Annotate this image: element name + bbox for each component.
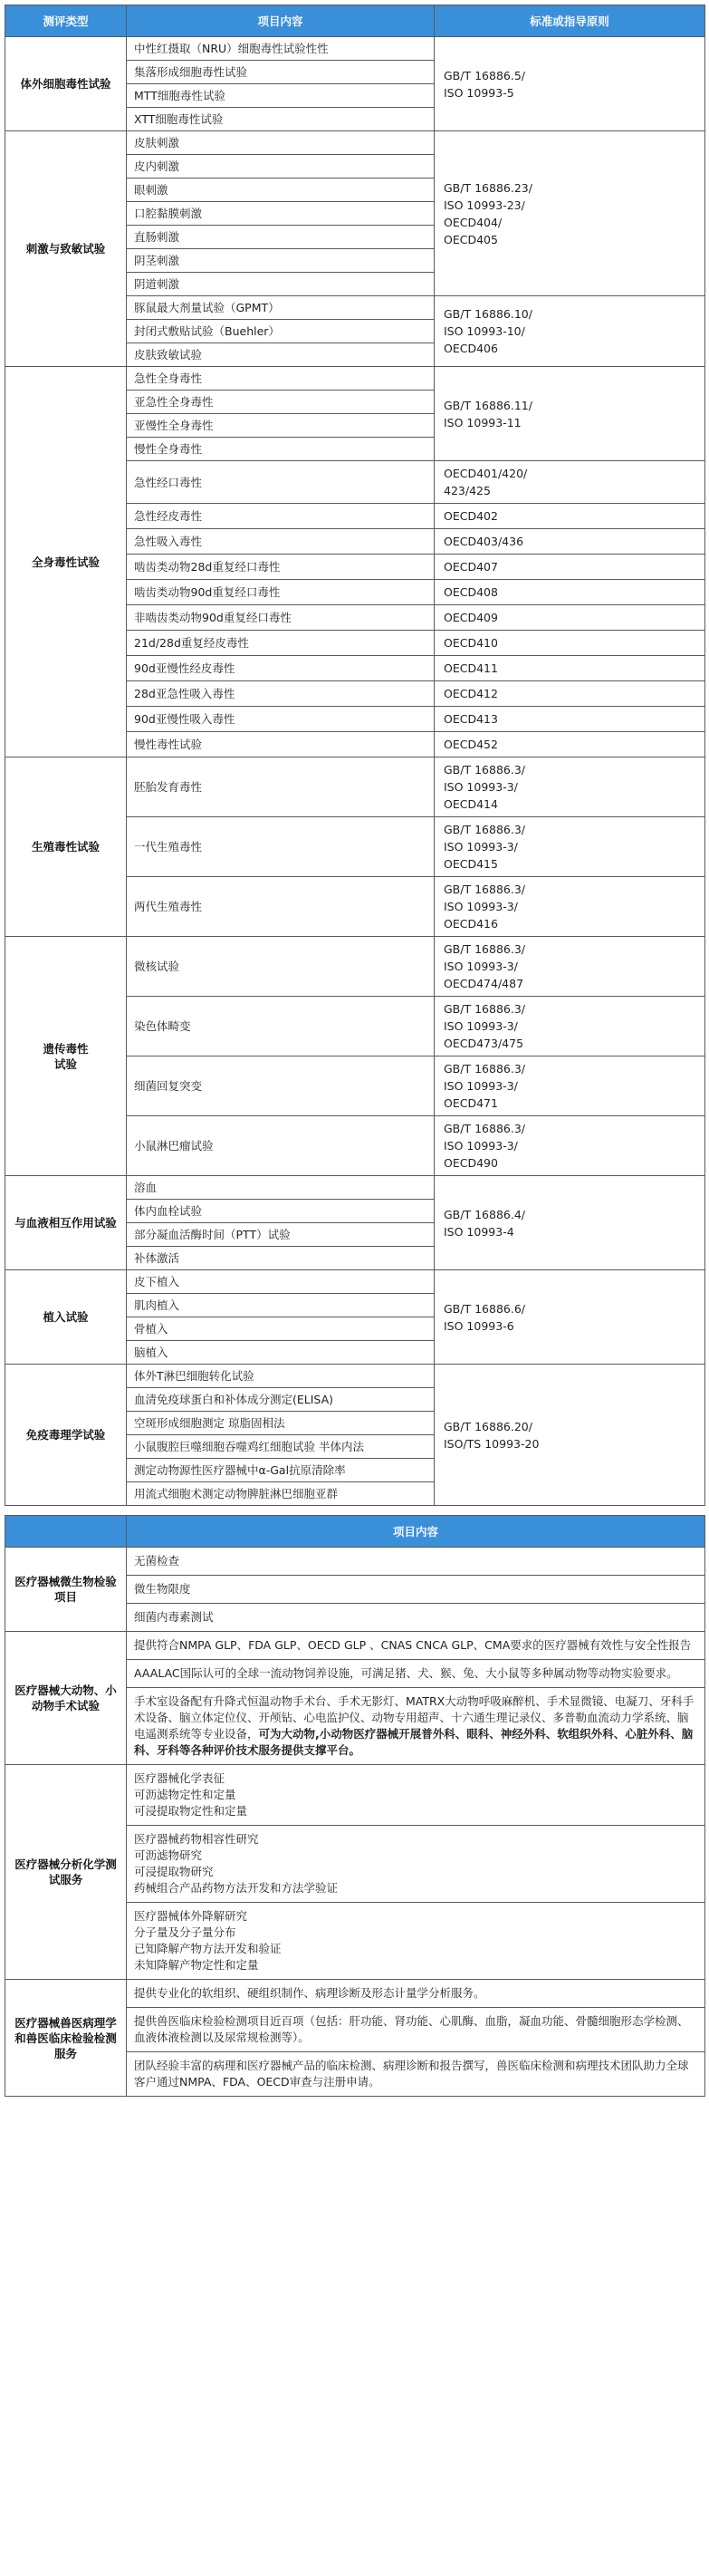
category-cell: 全身毒性试验	[5, 367, 127, 757]
item-cell: XTT细胞毒性试验	[127, 108, 435, 131]
item-cell: 体内血栓试验	[127, 1200, 435, 1223]
standard-cell	[435, 757, 705, 817]
item-cell: 体外T淋巴细胞转化试验	[127, 1365, 435, 1388]
table-row	[5, 1980, 705, 2008]
table-header-row	[5, 5, 705, 37]
standard-line: ISO 10993-5	[444, 85, 514, 100]
item-cell: 脑植入	[127, 1341, 435, 1365]
item-cell: 皮肤刺激	[127, 131, 435, 155]
standard-line: OECD413	[444, 712, 498, 726]
standard-line: GB/T 16886.3/	[444, 1062, 525, 1076]
item-cell	[127, 1765, 705, 1826]
standard-line: ISO 10993-3/	[444, 1079, 518, 1093]
standard-cell	[435, 681, 705, 707]
item-highlight: 可为大动物,小动物医疗器械开展普外科、眼科、神经外科、软组织外科、心脏外科、脑科、牙科等各种评价技术服务提供支撑平台。	[134, 1727, 694, 1757]
standard-line: ISO 10993-3/	[444, 900, 518, 913]
standard-cell	[435, 877, 705, 937]
standard-line: OECD411	[444, 661, 498, 675]
test-standards-table	[5, 5, 705, 1506]
standard-cell	[435, 580, 705, 605]
item-cell: 补体激活	[127, 1247, 435, 1270]
standard-line: OECD416	[444, 917, 498, 931]
standard-line: ISO 10993-3/	[444, 1139, 518, 1153]
standard-line: ISO 10993-23/	[444, 198, 525, 212]
item-line: 医疗器械药物相容性研究	[134, 1832, 259, 1846]
standard-line: GB/T 16886.5/	[444, 68, 525, 82]
standard-cell	[435, 1365, 705, 1506]
standard-line: OECD412	[444, 687, 498, 700]
item-cell: 一代生殖毒性	[127, 817, 435, 877]
item-cell: 非啮齿类动物90d重复经口毒性	[127, 605, 435, 631]
item-line: AAALAC国际认可的全球一流动物饲养设施，可满足猪、犬、猴、兔、大小鼠等多种属动物等动物实验要求。	[134, 1666, 678, 1680]
item-cell: 90d亚慢性经皮毒性	[127, 656, 435, 681]
item-cell	[127, 1903, 705, 1980]
standard-line: OECD409	[444, 611, 498, 624]
item-cell: 皮内刺激	[127, 155, 435, 178]
item-cell: 微核试验	[127, 937, 435, 997]
standard-cell	[435, 555, 705, 580]
item-cell	[127, 2052, 705, 2097]
standard-cell	[435, 1270, 705, 1365]
table-row	[5, 1176, 705, 1200]
item-cell	[127, 1660, 705, 1688]
table-row	[5, 1548, 705, 1576]
standard-line: GB/T 16886.3/	[444, 1002, 525, 1016]
item-cell: 肌肉植入	[127, 1294, 435, 1317]
standard-line: GB/T 16886.6/	[444, 1301, 525, 1316]
item-cell: 慢性全身毒性	[127, 438, 435, 461]
header-standard: 标准或指导原则	[435, 5, 705, 37]
category-cell: 体外细胞毒性试验	[5, 37, 127, 131]
standard-cell	[435, 37, 705, 131]
item-cell	[127, 1604, 705, 1632]
item-cell	[127, 1576, 705, 1604]
standard-cell	[435, 732, 705, 757]
standard-line: OECD407	[444, 560, 498, 574]
standard-line: GB/T 16886.20/	[444, 1419, 532, 1433]
item-cell: 封闭式敷贴试验（Buehler）	[127, 320, 435, 343]
standard-cell	[435, 461, 705, 504]
item-cell: 亚慢性全身毒性	[127, 414, 435, 438]
standard-line: ISO/TS 10993-20	[444, 1436, 540, 1451]
item-cell: 豚鼠最大剂量试验（GPMT）	[127, 296, 435, 320]
standard-line: OECD473/475	[444, 1037, 524, 1050]
standard-line: ISO 10993-3/	[444, 960, 518, 973]
standard-line: ISO 10993-10/	[444, 324, 525, 338]
standard-line: OECD410	[444, 636, 498, 650]
item-cell: 空斑形成细胞测定 琼脂固相法	[127, 1412, 435, 1435]
header-item-content-2: 项目内容	[127, 1516, 705, 1548]
item-cell	[127, 1548, 705, 1576]
standard-line: OECD490	[444, 1156, 498, 1170]
item-line: 提供兽医临床检验检测项目近百项（包括：肝功能、肾功能、心肌酶、血脂，凝血功能、骨髓细胞形态学检测、血液体液检测以及尿常规检测等）。	[134, 2014, 689, 2044]
item-cell: 染色体畸变	[127, 997, 435, 1056]
item-cell: 90d亚慢性吸入毒性	[127, 707, 435, 732]
standard-line: GB/T 16886.3/	[444, 763, 525, 777]
item-cell: 用流式细胞术测定动物脾脏淋巴细胞亚群	[127, 1482, 435, 1506]
item-line: 药械组合产品药物方法开发和方法学验证	[134, 1881, 339, 1895]
table2-header-row	[5, 1516, 705, 1548]
standard-line: OECD404/	[444, 215, 503, 229]
category-cell: 免疫毒理学试验	[5, 1365, 127, 1506]
standard-line: 423/425	[444, 484, 491, 497]
item-line: 可沥滤物定性和定量	[134, 1788, 236, 1801]
item-line: 提供专业化的软组织、硬组织制作、病理诊断及形态计量学分析服务。	[134, 1986, 485, 2000]
standard-cell	[435, 817, 705, 877]
item-line: 已知降解产物方法开发和验证	[134, 1942, 282, 1955]
item-cell	[127, 2008, 705, 2052]
page	[5, 5, 704, 2097]
table-row	[5, 37, 705, 61]
standard-line: GB/T 16886.3/	[444, 1122, 525, 1135]
service-items-table	[5, 1515, 705, 2097]
item-cell	[127, 1980, 705, 2008]
table-row	[5, 367, 705, 391]
standard-line: GB/T 16886.11/	[444, 398, 532, 412]
item-cell: 亚急性全身毒性	[127, 391, 435, 414]
item-cell: 小鼠腹腔巨噬细胞吞噬鸡红细胞试验 半体内法	[127, 1435, 435, 1459]
standard-cell	[435, 656, 705, 681]
category-cell: 生殖毒性试验	[5, 757, 127, 937]
header-test-type: 测评类型	[5, 5, 127, 37]
standard-line: ISO 10993-3/	[444, 1019, 518, 1033]
table-row	[5, 1270, 705, 1294]
table-row	[5, 1765, 705, 1826]
standard-line: OECD471	[444, 1096, 498, 1110]
category-cell: 医疗器械分析化学测试服务	[5, 1765, 127, 1980]
item-line: 医疗器械化学表征	[134, 1771, 225, 1785]
standard-line: ISO 10993-11	[444, 415, 522, 429]
category-cell: 医疗器械大动物、小动物手术试验	[5, 1632, 127, 1765]
item-cell: 溶血	[127, 1176, 435, 1200]
standard-line: OECD415	[444, 857, 498, 871]
table-row	[5, 757, 705, 817]
standard-line: GB/T 16886.3/	[444, 942, 525, 956]
table-row	[5, 1365, 705, 1388]
item-cell: 骨植入	[127, 1317, 435, 1341]
item-cell: 中性红摄取（NRU）细胞毒性试验性性	[127, 37, 435, 61]
category-cell: 刺激与致敏试验	[5, 131, 127, 367]
item-cell: 21d/28d重复经皮毒性	[127, 631, 435, 656]
item-cell: 阴茎刺激	[127, 249, 435, 273]
standard-cell	[435, 1116, 705, 1176]
standard-line: ISO 10993-6	[444, 1318, 514, 1333]
standard-line: GB/T 16886.3/	[444, 823, 525, 836]
standard-line: OECD402	[444, 509, 498, 523]
header-item-content: 项目内容	[127, 5, 435, 37]
item-line: 细菌内毒素测试	[134, 1610, 214, 1624]
standard-line: GB/T 16886.3/	[444, 883, 525, 896]
standard-line: ISO 10993-4	[444, 1224, 514, 1239]
table-row	[5, 131, 705, 155]
standard-cell	[435, 1056, 705, 1116]
item-cell: 急性经皮毒性	[127, 504, 435, 529]
item-cell: 测定动物源性医疗器械中α-Gal抗原清除率	[127, 1459, 435, 1482]
table-row	[5, 937, 705, 997]
item-line: 无菌检查	[134, 1554, 180, 1568]
item-cell: 慢性毒性试验	[127, 732, 435, 757]
item-cell: 啮齿类动物90d重复经口毒性	[127, 580, 435, 605]
item-line: 分子量及分子量分布	[134, 1925, 236, 1939]
item-line: 手术室设备配有升降式恒温动物手术台、手术无影灯、MATRX大动物呼吸麻醉机、手术显微镜、电凝刀、牙科手术设备、脑立体定位仪、开颅钻、心电监护仪、动物专用超声、十六通生理记录仪、多普勒血流动力学系统、脑电遥测系统等专业设备，	[134, 1694, 695, 1741]
item-line: 医疗器械体外降解研究	[134, 1909, 248, 1923]
standard-cell	[435, 367, 705, 461]
category-cell: 与血液相互作用试验	[5, 1176, 127, 1270]
standard-line: OECD452	[444, 738, 498, 751]
item-cell: 急性经口毒性	[127, 461, 435, 504]
item-line: 团队经验丰富的病理和医疗器械产品的临床检测、病理诊断和报告撰写，兽医临床检测和病理技术团队助力全球客户通过NMPA、FDA、OECD审查与注册申请。	[134, 2059, 689, 2089]
standard-cell	[435, 1176, 705, 1270]
standard-line: OECD401/420/	[444, 467, 528, 480]
standard-cell	[435, 529, 705, 555]
item-cell: 小鼠淋巴瘤试验	[127, 1116, 435, 1176]
item-cell: 急性吸入毒性	[127, 529, 435, 555]
standard-cell	[435, 997, 705, 1056]
category-cell: 医疗器械微生物检验项目	[5, 1548, 127, 1632]
item-line: 微生物限度	[134, 1582, 191, 1596]
standard-cell	[435, 131, 705, 296]
standard-line: OECD405	[444, 232, 498, 246]
standard-line: OECD408	[444, 585, 498, 599]
item-cell: 眼刺激	[127, 178, 435, 202]
item-cell	[127, 1632, 705, 1660]
item-line: 可浸提取物定性和定量	[134, 1804, 248, 1818]
standard-line: OECD474/487	[444, 977, 524, 990]
item-line: 可沥滤物研究	[134, 1848, 203, 1862]
table-row	[5, 1632, 705, 1660]
item-cell: 急性全身毒性	[127, 367, 435, 391]
standard-line: GB/T 16886.4/	[444, 1207, 525, 1221]
item-cell: 口腔黏膜刺激	[127, 202, 435, 226]
item-cell: 细菌回复突变	[127, 1056, 435, 1116]
standard-line: OECD403/436	[444, 535, 524, 548]
standard-line: OECD406	[444, 342, 498, 355]
category-cell: 植入试验	[5, 1270, 127, 1365]
standard-cell	[435, 937, 705, 997]
item-cell	[127, 1688, 705, 1765]
item-cell: 部分凝血活酶时间（PTT）试验	[127, 1223, 435, 1247]
item-line: 未知降解产物定性和定量	[134, 1958, 259, 1972]
item-cell: 阴道刺激	[127, 273, 435, 296]
item-cell: 皮下植入	[127, 1270, 435, 1294]
standard-line: GB/T 16886.23/	[444, 180, 532, 195]
standard-cell	[435, 605, 705, 631]
item-line: 提供符合NMPA GLP、FDA GLP、OECD GLP 、CNAS CNCA GLP、CMA要求的医疗器械有效性与安全性报告	[134, 1638, 692, 1652]
item-cell: 胚胎发育毒性	[127, 757, 435, 817]
standard-cell	[435, 296, 705, 367]
item-cell: 皮肤致敏试验	[127, 343, 435, 367]
standard-cell	[435, 504, 705, 529]
standard-line: OECD414	[444, 797, 498, 811]
item-cell	[127, 1826, 705, 1903]
standard-cell	[435, 707, 705, 732]
standard-line: ISO 10993-3/	[444, 780, 518, 794]
category-cell: 医疗器械兽医病理学和兽医临床检验检测服务	[5, 1980, 127, 2097]
item-cell: 啮齿类动物28d重复经口毒性	[127, 555, 435, 580]
category-cell: 遗传毒性 试验	[5, 937, 127, 1176]
standard-cell	[435, 631, 705, 656]
item-cell: 集落形成细胞毒性试验	[127, 61, 435, 84]
item-cell: 直肠刺激	[127, 226, 435, 249]
item-cell: 血清免疫球蛋白和补体成分测定(ELISA)	[127, 1388, 435, 1412]
item-line: 可浸提取物研究	[134, 1865, 214, 1878]
standard-line: ISO 10993-3/	[444, 840, 518, 854]
standard-line: GB/T 16886.10/	[444, 307, 532, 321]
item-cell: 28d亚急性吸入毒性	[127, 681, 435, 707]
item-cell: MTT细胞毒性试验	[127, 84, 435, 108]
item-cell: 两代生殖毒性	[127, 877, 435, 937]
